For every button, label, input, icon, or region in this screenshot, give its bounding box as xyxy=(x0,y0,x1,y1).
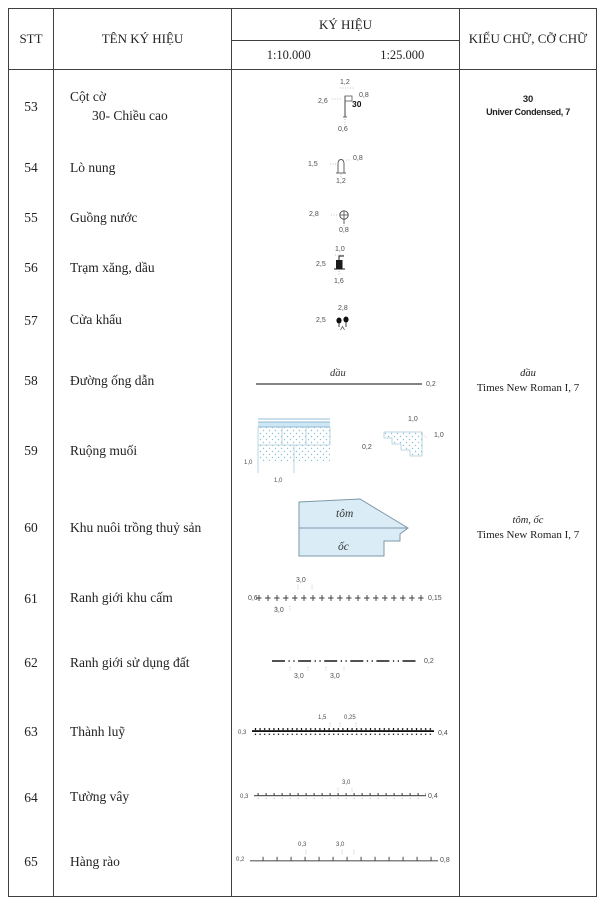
stt-cell xyxy=(9,568,53,629)
stt-cell xyxy=(9,697,53,767)
border-gate-icon xyxy=(302,304,376,338)
waterwheel-icon xyxy=(304,202,378,234)
stt-value: 59 xyxy=(24,443,38,458)
name-cell xyxy=(53,767,231,828)
stt-value: 55 xyxy=(24,210,38,225)
dim-label: 1,0 xyxy=(274,478,283,484)
symbol-name: Thành luỹ xyxy=(70,723,126,739)
dim-label: 0,4 xyxy=(438,730,448,737)
symbol-name: Cửa khẩu xyxy=(70,312,122,328)
stt-cell xyxy=(9,70,53,143)
header-scale-10k: 1:10.000 xyxy=(266,47,311,62)
landuse-boundary-line xyxy=(268,629,448,697)
table-row xyxy=(9,414,596,488)
dim-label: 3,0 xyxy=(342,780,351,786)
font-sample: 30 xyxy=(522,94,534,106)
dim-label: 0,25 xyxy=(344,715,356,721)
name-cell xyxy=(53,293,231,348)
height-value-label: 30 xyxy=(352,99,362,109)
symbol-cell xyxy=(231,767,459,828)
font-cell xyxy=(459,193,596,243)
dim-label: 0,2 xyxy=(362,444,372,451)
name-cell xyxy=(53,70,231,143)
symbol-cell xyxy=(231,243,459,293)
wall-line xyxy=(246,767,446,828)
symbol-name: Ruộng muối xyxy=(70,442,138,458)
symbol-cell xyxy=(231,348,459,414)
landuse-boundary-glyph xyxy=(268,629,448,697)
dim-label: 0,6 xyxy=(338,126,348,133)
stt-value: 58 xyxy=(24,373,38,388)
header-scales xyxy=(232,41,459,69)
symbol-cell xyxy=(231,697,459,767)
stt-value: 56 xyxy=(24,260,38,275)
table-row xyxy=(9,828,596,896)
stt-value: 62 xyxy=(24,655,38,670)
dim-label: 0,6 xyxy=(248,595,258,602)
salt-field-area xyxy=(256,417,336,483)
dim-label: 0,2 xyxy=(424,658,434,665)
fuel-station-icon xyxy=(302,246,376,290)
dim-label: 0,3 xyxy=(298,842,307,848)
table-row xyxy=(9,193,596,243)
name-cell xyxy=(53,243,231,293)
flagpole-icon xyxy=(296,79,396,135)
dim-label: 0,8 xyxy=(339,227,349,234)
header-scale-25k: 1:25.000 xyxy=(380,47,425,62)
stt-cell xyxy=(9,828,53,896)
font-name: Univer Condensed, 7 xyxy=(486,106,570,117)
stt-cell xyxy=(9,243,53,293)
dim-label: 2,5 xyxy=(316,261,326,268)
font-name: Times New Roman I, 7 xyxy=(476,528,580,541)
pipeline-line xyxy=(232,348,460,414)
table-row xyxy=(9,629,596,697)
symbol-cell xyxy=(231,293,459,348)
salt-field-area-25k xyxy=(378,426,430,460)
name-cell xyxy=(53,697,231,767)
dim-label: 0,15 xyxy=(428,595,442,602)
symbol-name: Ranh giới khu cấm xyxy=(70,590,173,606)
dim-label: 1,0 xyxy=(408,416,418,423)
table-row xyxy=(9,293,596,348)
font-cell xyxy=(459,488,596,568)
dim-label: 1,2 xyxy=(340,79,350,86)
font-cell xyxy=(459,143,596,193)
font-cell xyxy=(459,348,596,414)
header-font: KIỂU CHỮ, CỠ CHỮ xyxy=(459,9,596,69)
dim-label: 3,0 xyxy=(296,577,306,584)
name-cell xyxy=(53,629,231,697)
stt-value: 54 xyxy=(24,160,38,175)
name-cell xyxy=(53,568,231,629)
wall-glyph xyxy=(246,767,446,828)
stt-value: 61 xyxy=(24,590,38,606)
dim-label: 1,0 xyxy=(335,246,345,253)
dim-label: 0,8 xyxy=(440,857,450,864)
symbol-name: Trạm xăng, dầu xyxy=(70,259,155,275)
dim-label: 0,2 xyxy=(236,857,245,863)
dim-label: 0,3 xyxy=(240,794,249,800)
dim-label: 1,0 xyxy=(434,432,444,439)
dim-label: 2,6 xyxy=(318,98,328,105)
dim-label: 2,8 xyxy=(338,305,348,312)
dim-label: 1,2 xyxy=(336,178,346,185)
table-row xyxy=(9,488,596,568)
dim-label: 0,3 xyxy=(238,730,247,736)
symbol-cell xyxy=(231,143,459,193)
dim-label: 2,8 xyxy=(309,211,319,218)
name-cell xyxy=(53,828,231,896)
salt-field-glyph-25k xyxy=(378,426,430,460)
symbol-cell xyxy=(231,70,459,143)
salt-field-glyph-10k xyxy=(256,417,336,483)
symbol-cell xyxy=(231,488,459,568)
table-header xyxy=(9,9,596,70)
stt-value: 63 xyxy=(24,724,38,739)
table-row xyxy=(9,243,596,293)
dim-label: 0,2 xyxy=(426,381,436,388)
symbol-cell xyxy=(231,414,459,488)
dim-label: 1,5 xyxy=(318,715,327,721)
stt-cell xyxy=(9,767,53,828)
font-cell xyxy=(459,568,596,629)
stt-cell xyxy=(9,143,53,193)
table-row xyxy=(9,697,596,767)
dim-label: 0,8 xyxy=(359,92,369,99)
symbol-cell xyxy=(231,828,459,896)
symbol-name: Tường vây xyxy=(70,789,130,805)
dim-label: 0,8 xyxy=(353,155,363,162)
stt-cell xyxy=(9,348,53,414)
rampart-glyph xyxy=(244,697,450,767)
name-cell xyxy=(53,193,231,243)
dim-label: 2,5 xyxy=(316,317,326,324)
table-row xyxy=(9,70,596,143)
dim-label: 3,0 xyxy=(336,842,345,848)
font-cell xyxy=(459,828,596,896)
area-text-label: ốc xyxy=(338,541,349,553)
table-row xyxy=(9,767,596,828)
dim-label: 0,4 xyxy=(428,793,438,800)
font-cell xyxy=(459,629,596,697)
dim-label: 1,0 xyxy=(244,460,253,466)
symbol-subname: 30- Chiều cao xyxy=(92,107,168,123)
rampart-line xyxy=(244,697,450,767)
table-row xyxy=(9,143,596,193)
dim-label: 1,5 xyxy=(308,161,318,168)
stt-cell xyxy=(9,293,53,348)
font-cell xyxy=(459,70,596,143)
symbol-cell xyxy=(231,629,459,697)
header-stt: STT xyxy=(19,31,43,46)
font-cell xyxy=(459,243,596,293)
area-text-label: tôm xyxy=(336,508,354,520)
aquaculture-glyph xyxy=(284,495,416,561)
symbol-cell xyxy=(231,193,459,243)
dim-label: 3,0 xyxy=(274,607,284,614)
symbol-cell xyxy=(231,568,459,629)
stt-cell xyxy=(9,414,53,488)
table-row xyxy=(9,568,596,629)
symbol-name: Khu nuôi trồng thuỷ sản xyxy=(70,519,202,535)
header-symbol xyxy=(231,9,459,69)
name-cell xyxy=(53,414,231,488)
restricted-boundary-line xyxy=(246,568,446,629)
font-cell xyxy=(459,293,596,348)
symbol-name: Đường ống dẫn xyxy=(70,372,155,388)
font-cell xyxy=(459,414,596,488)
name-cell xyxy=(53,143,231,193)
font-name: Times New Roman I, 7 xyxy=(476,381,580,394)
font-cell xyxy=(459,767,596,828)
header-symbol-title: KÝ HIỆU xyxy=(232,9,459,41)
stt-value: 65 xyxy=(24,854,38,869)
symbol-name: Cột cờ xyxy=(70,89,107,105)
font-sample: dầu xyxy=(520,368,536,380)
stt-cell xyxy=(9,193,53,243)
dim-label: 1,6 xyxy=(334,278,344,285)
stt-value: 57 xyxy=(24,312,38,328)
aquaculture-area xyxy=(284,495,416,561)
stt-cell xyxy=(9,488,53,568)
stt-value: 53 xyxy=(24,98,38,114)
symbol-table xyxy=(8,8,597,897)
stt-cell xyxy=(9,629,53,697)
fence-line xyxy=(242,828,454,896)
dim-label: 3,0 xyxy=(294,673,304,680)
symbol-name: Guồng nước xyxy=(70,209,138,225)
name-cell xyxy=(53,348,231,414)
symbol-name: Hàng rào xyxy=(70,853,120,869)
fence-glyph xyxy=(242,828,454,896)
kiln-icon xyxy=(300,151,384,185)
symbol-name: Lò nung xyxy=(70,159,116,175)
restricted-boundary-glyph xyxy=(246,568,446,629)
symbol-name: Ranh giới sử dụng đất xyxy=(70,654,190,670)
pipeline-text-label: dầu xyxy=(330,368,346,379)
table-row xyxy=(9,348,596,414)
stt-value: 64 xyxy=(24,789,38,805)
font-cell xyxy=(459,697,596,767)
header-symbol-name: TÊN KÝ HIỆU xyxy=(53,9,231,69)
font-sample: tôm, ốc xyxy=(512,515,544,527)
stt-value: 60 xyxy=(24,520,38,535)
dim-label: 3,0 xyxy=(330,673,340,680)
name-cell xyxy=(53,488,231,568)
